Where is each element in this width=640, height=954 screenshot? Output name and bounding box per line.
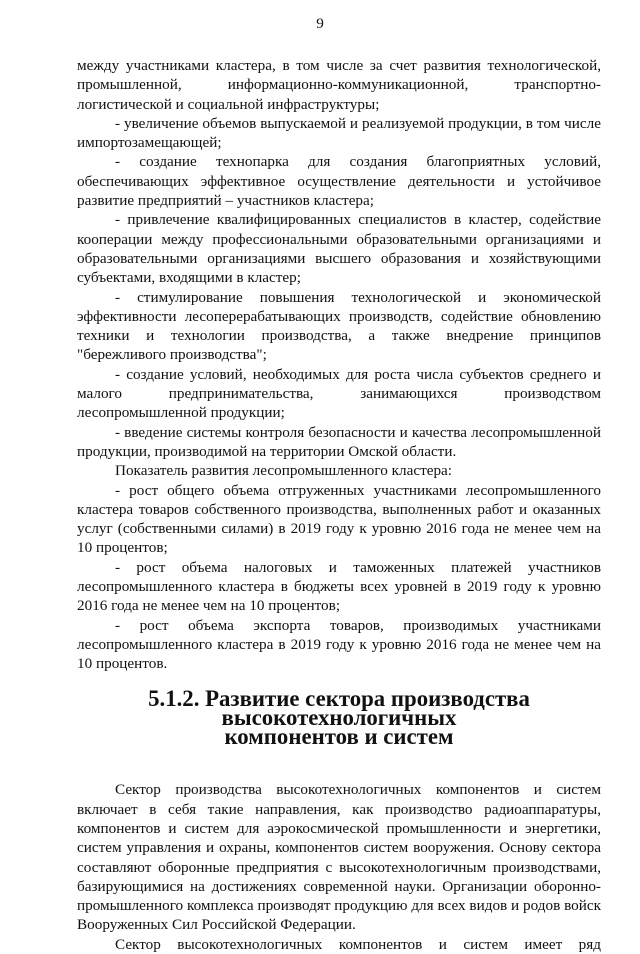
list-item: - введение системы контроля безопасности и качества лесопромышленной продукции, производимой на территории Омской области. bbox=[77, 423, 601, 460]
bottom-paragraphs bbox=[77, 780, 601, 954]
page-number: 9 bbox=[316, 15, 324, 32]
top-paragraphs bbox=[77, 56, 601, 674]
section-heading-line: 5.1.2. Развитие сектора производства высокотехнологичных bbox=[148, 685, 530, 730]
list-item: - стимулирование повышения технологической и экономической эффективности лесоперерабатывающих производств, содействие обновлению техники и технологии производства, а также внедрение принципов "бережливого производства"; bbox=[77, 288, 601, 364]
section-heading bbox=[77, 685, 601, 750]
section-heading-line: компонентов и систем bbox=[224, 724, 454, 750]
paragraph: между участниками кластера, в том числе за счет развития технологической, промышленной, информационно-коммуникационной, транспортно-логистической и социальной инфраструктуры; bbox=[77, 57, 601, 113]
list-item: - создание технопарка для создания благоприятных условий, обеспечивающих эффективное осуществление деятельности и устойчивое развитие предприятий – участников кластера; bbox=[77, 153, 601, 210]
list-item: - создание условий, необходимых для роста числа субъектов среднего и малого предпринимательства, занимающихся производством лесопромышленной продукции; bbox=[77, 365, 601, 422]
list-item: - рост общего объема отгруженных участниками лесопромышленного кластера товаров собственного производства, выполненных работ и оказанных услуг (собственными силами) в 2019 году к уровню 2016 года не менее чем на 10 процентов; bbox=[77, 481, 601, 557]
list-item: - рост объема налоговых и таможенных платежей участников лесопромышленного кластера в бюджеты всех уровней в 2019 году к уровню 2016 года не менее чем на 10 процентов; bbox=[77, 558, 601, 615]
paragraph: Показатель развития лесопромышленного кластера: bbox=[115, 462, 453, 480]
list-item: - рост объема экспорта товаров, производимых участниками лесопромышленного кластера в 2019 году к уровню 2016 года не менее чем на 10 процентов. bbox=[77, 616, 601, 673]
paragraph: Сектор высокотехнологичных компонентов и систем имеет ряд bbox=[115, 935, 601, 953]
document-body bbox=[77, 56, 601, 954]
list-item: - увеличение объемов выпускаемой и реализуемой продукции, в том числе импортозамещающей; bbox=[77, 114, 601, 152]
list-item: - привлечение квалифицированных специалистов в кластер, содействие кооперации между профессиональными образовательными организациями и образовательными организациями высшего образования и хозяйствующими субъектами, входящими в кластер; bbox=[77, 211, 601, 287]
paragraph: Сектор производства высокотехнологичных компонентов и систем включает в себя такие направления, как производство радиоаппаратуры, компонентов и систем для аэрокосмической промышленности и энергетики, систем управления и охраны, компонентов систем вооружения. Основу сектора составляют оборонные предприятия с высокотехнологичным производствами, базирующимися на достижениях современной науки. Организации оборонно-промышленного комплекса производят продукцию для всех видов и родов войск Вооруженных Сил Российской Федерации. bbox=[77, 781, 601, 934]
